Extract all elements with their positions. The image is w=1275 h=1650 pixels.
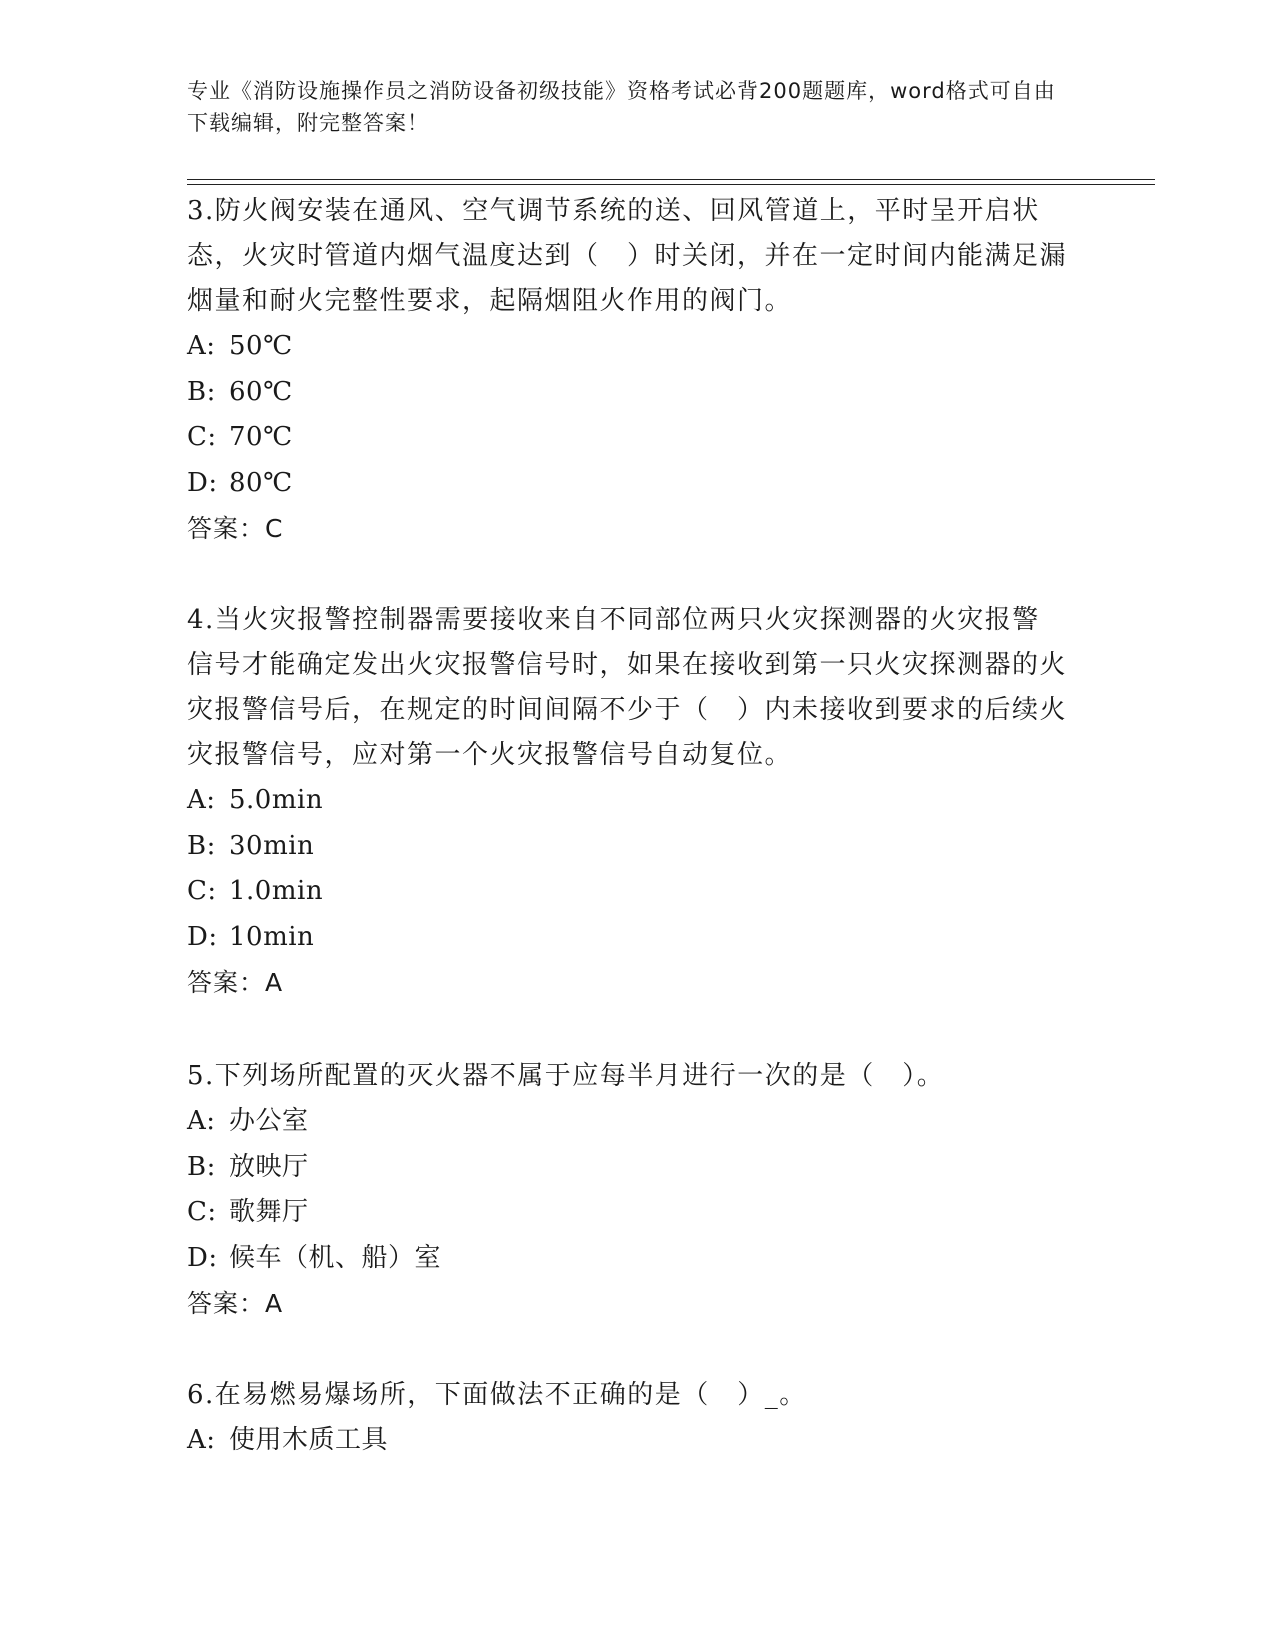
option-label: B:	[187, 376, 216, 407]
option-text: 50℃	[229, 331, 293, 361]
option-d	[187, 1236, 1067, 1282]
option-label: D:	[187, 921, 218, 952]
answer: 答案：C	[187, 514, 284, 543]
option-label: A:	[187, 1106, 216, 1136]
question-stem: 5.下列场所配置的灭火器不属于应每半月进行一次的是（ ）。	[187, 1061, 945, 1091]
option-d	[187, 915, 1067, 961]
option-a	[187, 1418, 1067, 1464]
question-4	[187, 598, 1067, 1005]
option-text: 5.0min	[229, 785, 324, 815]
question-3	[187, 189, 1067, 551]
question-6	[187, 1373, 1067, 1464]
option-label: A:	[187, 331, 216, 361]
answer: 答案：A	[187, 968, 284, 997]
question-stem: 6.在易燃易爆场所，下面做法不正确的是（ ）_。	[187, 1380, 807, 1410]
option-text: 歌舞厅	[229, 1197, 309, 1227]
option-text: 放映厅	[229, 1151, 309, 1182]
option-text: 80℃	[229, 467, 293, 498]
document-header: 专业《消防设施操作员之消防设备初级技能》资格考试必背200题题库，word格式可自由下载编辑，附完整答案！	[187, 79, 1056, 135]
option-c	[187, 869, 1067, 915]
option-c	[187, 415, 1067, 461]
question-stem: 4.当火灾报警控制器需要接收来自不同部位两只火灾探测器的火灾报警信号才能确定发出火灾报警信号时，如果在接收到第一只火灾探测器的火灾报警信号后，在规定的时间间隔不少于（ ）内未接收到要求的后续火灾报警信号，应对第一个火灾报警信号自动复位。	[187, 605, 1068, 770]
option-label: D:	[187, 1242, 218, 1273]
option-c	[187, 1190, 1067, 1236]
option-d	[187, 461, 1067, 507]
option-label: A:	[187, 1425, 216, 1455]
option-text: 候车（机、船）室	[229, 1242, 442, 1273]
question-stem: 3.防火阀安装在通风、空气调节系统的送、回风管道上，平时呈开启状态，火灾时管道内烟气温度达到（ ）时关闭，并在一定时间内能满足漏烟量和耐火完整性要求，起隔烟阻火作用的阀门。	[187, 196, 1068, 316]
option-text: 使用木质工具	[229, 1425, 389, 1455]
option-a	[187, 324, 1067, 370]
header-divider-bottom	[187, 184, 1155, 185]
option-label: C:	[187, 422, 217, 452]
option-label: A:	[187, 785, 216, 815]
option-label: C:	[187, 1197, 217, 1227]
option-label: B:	[187, 830, 216, 861]
option-a	[187, 778, 1067, 824]
question-5	[187, 1054, 1067, 1326]
option-b	[187, 824, 1067, 870]
option-text: 办公室	[229, 1106, 309, 1136]
option-text: 30min	[229, 830, 315, 861]
answer: 答案：A	[187, 1289, 284, 1318]
option-text: 70℃	[229, 422, 293, 452]
option-a	[187, 1099, 1067, 1145]
option-text: 60℃	[229, 376, 293, 407]
option-label: C:	[187, 876, 217, 906]
option-b	[187, 370, 1067, 416]
option-label: B:	[187, 1151, 216, 1182]
option-label: D:	[187, 467, 218, 498]
option-text: 10min	[229, 921, 315, 952]
option-text: 1.0min	[229, 876, 324, 906]
header-divider-top	[187, 179, 1155, 180]
option-b	[187, 1145, 1067, 1191]
